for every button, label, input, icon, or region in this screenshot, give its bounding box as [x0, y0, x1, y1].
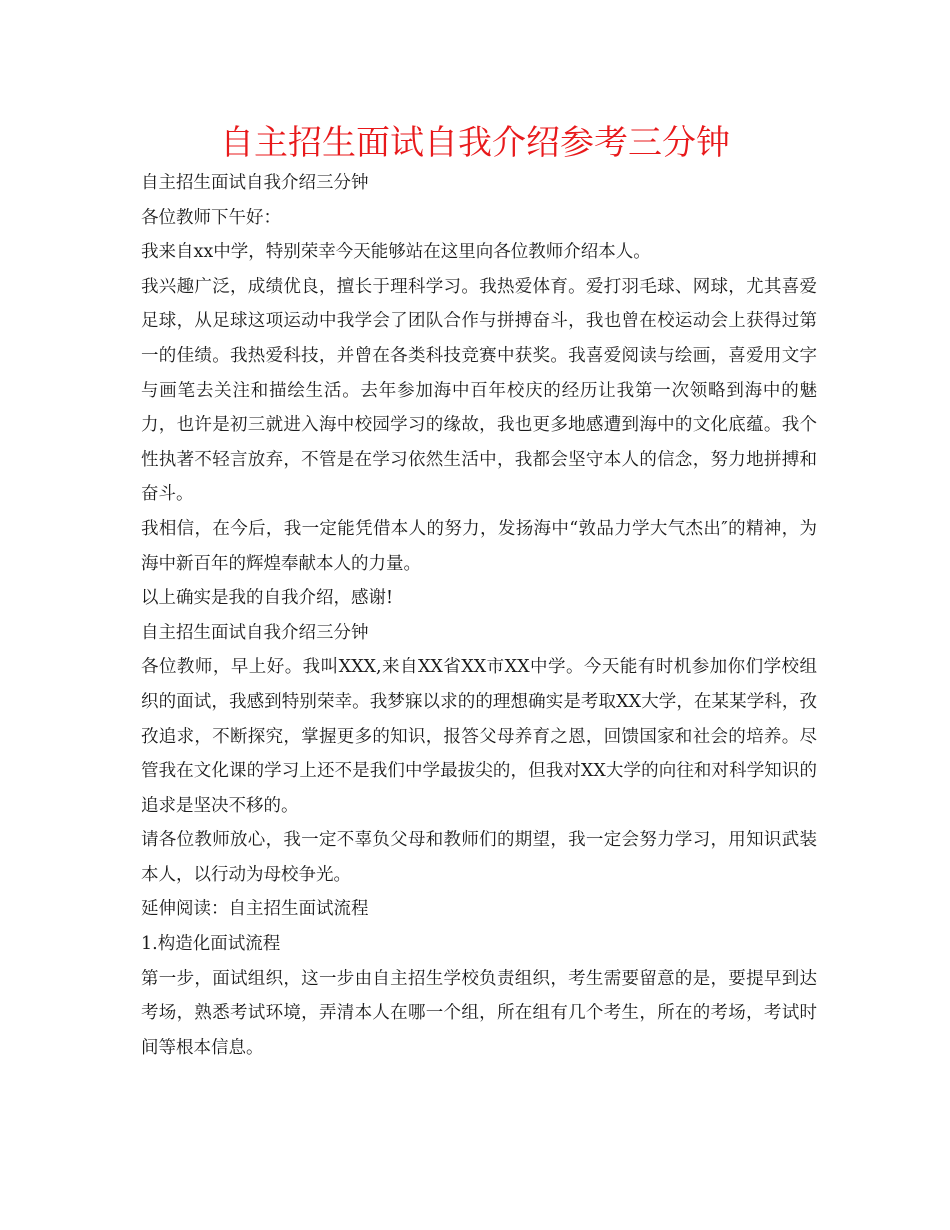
paragraph-heading-1: 自主招生面试自我介绍三分钟 [141, 173, 369, 193]
paragraph-closing: 以上确实是我的自我介绍，感谢! [141, 588, 394, 609]
paragraph-subheading: 1.构造化面试流程 [141, 934, 281, 955]
paragraph: 第一步，面试组织，这一步由自主招生学校负责组织，考生需要留意的是，要提早到达考场，熟悉考试环境，弄清本人在哪一个组，所在组有几个考生，所在的考场，考试时间等根本信息。 [141, 968, 817, 1058]
document-title: 自主招生面试自我介绍参考三分钟 [220, 123, 730, 163]
paragraph: 各位教师，早上好。我叫XXX,来自XX省XX市XX中学。今天能有时机参加你们学校组织的面试，我感到特别荣幸。我梦寐以求的的理想确实是考取XX大学，在某某学科，孜孜追求，不断探究，掌握更多的知识，报答父母养育之恩，回馈国家和社会的培养。尽管我在文化课的学习上还不是我们中学最拔尖的，但我对XX大学的向往和对科学知识的追求是坚决不移的。 [141, 657, 817, 816]
paragraph-heading-2: 自主招生面试自我介绍三分钟 [141, 622, 369, 643]
paragraph: 我来自xx中学，特别荣幸今天能够站在这里向各位教师介绍本人。 [141, 242, 651, 263]
document-body [141, 166, 817, 1065]
paragraph: 我相信，在今后，我一定能凭借本人的努力，发扬海中“敦品力学大气杰出″的精神，为海中新百年的辉煌奉献本人的力量。 [141, 518, 817, 574]
paragraph-greeting-1: 各位教师下午好： [141, 207, 281, 228]
paragraph: 请各位教师放心，我一定不辜负父母和教师们的期望，我一定会努力学习，用知识武装本人，以行动为母校争光。 [141, 830, 817, 885]
paragraph-heading-extended-reading: 延伸阅读：自主招生面试流程 [141, 899, 369, 920]
paragraph: 我兴趣广泛，成绩优良，擅长于理科学习。我热爱体育。爱打羽毛球、网球，尤其喜爱足球，从足球这项运动中我学会了团队合作与拼搏奋斗，我也曾在校运动会上获得过第一的佳绩。我热爱科技，并曾在各类科技竞赛中获奖。我喜爱阅读与绘画，喜爱用文字与画笔去关注和描绘生活。去年参加海中百年校庆的经历让我第一次领略到海中的魅力，也许是初三就进入海中校园学习的缘故，我也更多地感遭到海中的文化底蕴。我个性执著不轻言放弃，不管是在学习依然生活中，我都会坚守本人的信念，努力地拼搏和奋斗。 [141, 276, 817, 505]
